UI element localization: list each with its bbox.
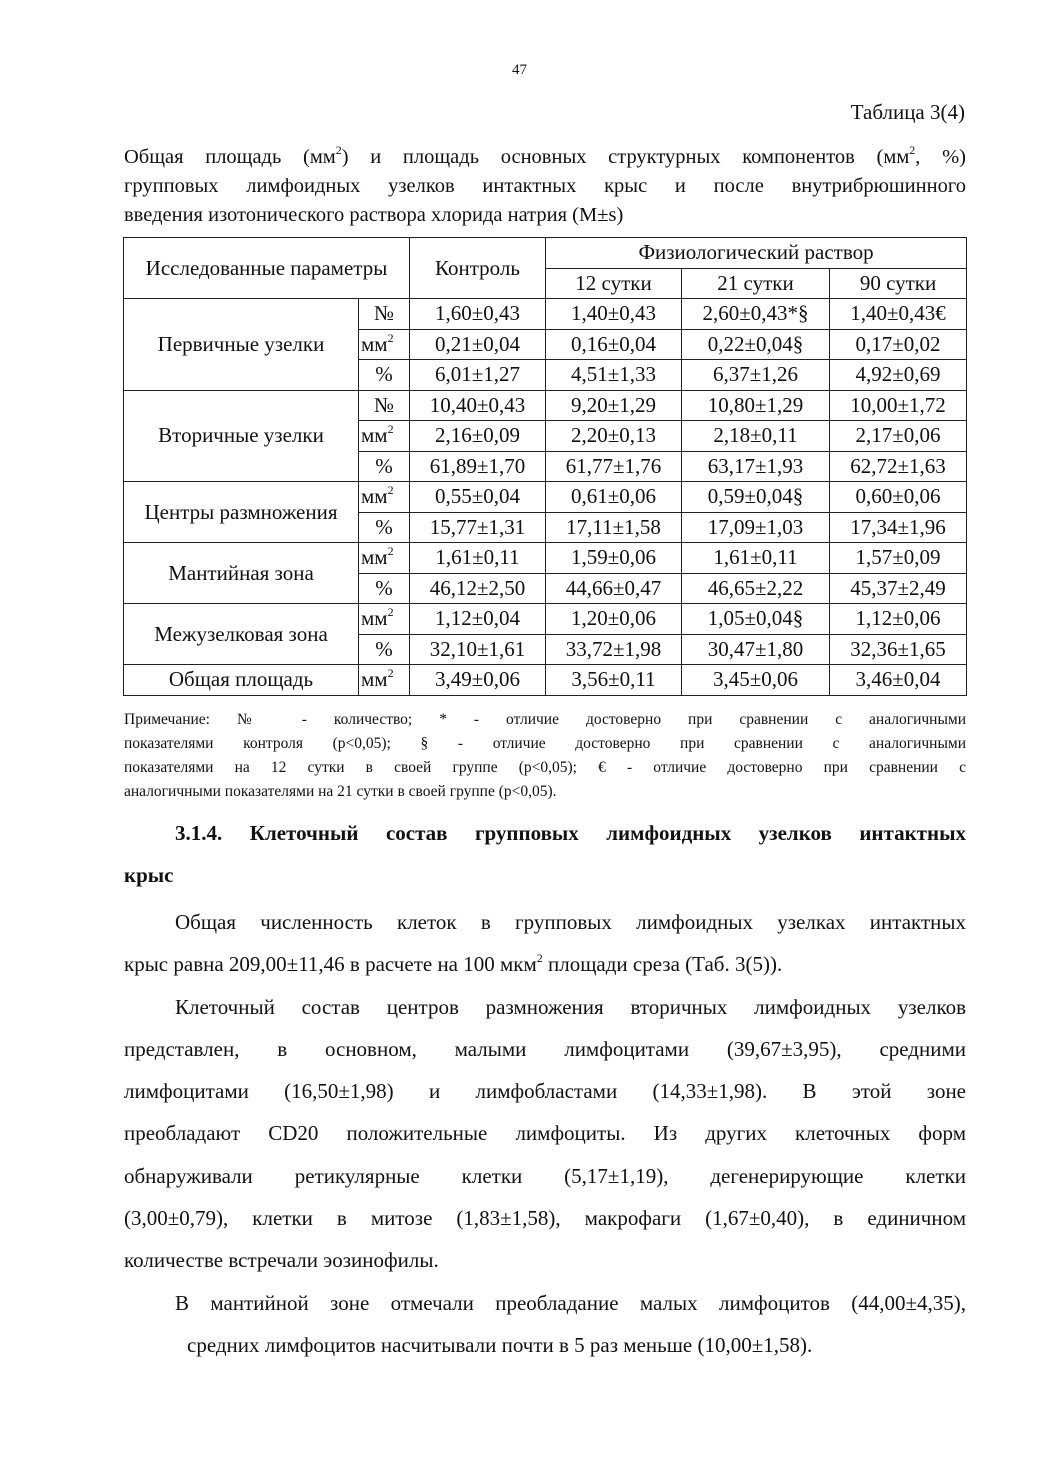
paragraph-line: представлен, в основном, малыми лимфоцитами (39,67±3,95), средними <box>124 1036 966 1061</box>
value-cell: 0,61±0,06 <box>546 482 682 513</box>
unit-cell: $мм^2$ <box>359 604 410 635</box>
header-day-12: 12 сутки <box>546 268 682 299</box>
value-cell: 9,20±1,29 <box>546 390 682 421</box>
unit-cell: № <box>359 390 410 421</box>
row-group-label: Общая площадь <box>124 665 359 696</box>
value-cell: 61,77±1,76 <box>546 451 682 482</box>
caption-line-1: Общая площадь $(мм^2)$ и площадь основных структурных компонентов ($мм^2$, %) <box>124 143 966 168</box>
paragraph-line: лимфоцитами (16,50±1,98) и лимфобластами (14,33±1,98). В этой зоне <box>124 1079 966 1104</box>
header-control: Контроль <box>410 238 546 299</box>
unit-cell: % <box>359 573 410 604</box>
paragraph-line: крыс равна 209,00±11,46 в расчете на 100 мкм$^2$ площади среза (Таб. 3(5)). <box>124 951 783 977</box>
value-cell: 2,20±0,13 <box>546 421 682 452</box>
table-note <box>124 708 966 804</box>
value-cell: 2,60±0,43*§ <box>682 299 830 330</box>
value-cell: 6,01±1,27 <box>410 360 546 391</box>
unit-cell: % <box>359 634 410 665</box>
value-cell: 17,34±1,96 <box>830 512 967 543</box>
table-row <box>124 665 967 696</box>
table-row <box>124 299 967 330</box>
unit-cell: $мм^2$ <box>359 421 410 452</box>
page-number: 47 <box>512 62 527 78</box>
row-group-label: Первичные узелки <box>124 299 359 391</box>
value-cell: 2,18±0,11 <box>682 421 830 452</box>
value-cell: 1,12±0,04 <box>410 604 546 635</box>
value-cell: 32,10±1,61 <box>410 634 546 665</box>
value-cell: 3,56±0,11 <box>546 665 682 696</box>
value-cell: 62,72±1,63 <box>830 451 967 482</box>
row-group-label: Центры размножения <box>124 482 359 543</box>
value-cell: 2,16±0,09 <box>410 421 546 452</box>
section-heading-line-1: 3.1.4. Клеточный состав групповых лимфоидных узелков интактных <box>175 821 966 845</box>
value-cell: 4,92±0,69 <box>830 360 967 391</box>
paragraph-line: количестве встречали эозинофилы. <box>124 1248 439 1273</box>
value-cell: 30,47±1,80 <box>682 634 830 665</box>
value-cell: 1,61±0,11 <box>410 543 546 574</box>
value-cell: 0,60±0,06 <box>830 482 967 513</box>
value-cell: 1,40±0,43 <box>546 299 682 330</box>
value-cell: 44,66±0,47 <box>546 573 682 604</box>
unit-cell: % <box>359 512 410 543</box>
table-caption <box>124 143 966 230</box>
value-cell: 3,46±0,04 <box>830 665 967 696</box>
section-heading <box>124 812 966 896</box>
section-heading-line-2: крыс <box>124 863 174 887</box>
note-line: показателями на 12 сутки в своей группе (p<0,05); € - отличие достоверно при сравнении с <box>124 759 966 776</box>
value-cell: 1,05±0,04§ <box>682 604 830 635</box>
value-cell: 1,60±0,43 <box>410 299 546 330</box>
unit-cell: № <box>359 299 410 330</box>
data-table <box>123 237 967 696</box>
paragraph-line: (3,00±0,79), клетки в митозе (1,83±1,58), макрофаги (1,67±0,40), в единичном <box>124 1206 966 1231</box>
value-cell: 2,17±0,06 <box>830 421 967 452</box>
unit-cell: $мм^2$ <box>359 482 410 513</box>
value-cell: 0,59±0,04§ <box>682 482 830 513</box>
table-row <box>124 543 967 574</box>
unit-cell: $мм^2$ <box>359 329 410 360</box>
unit-cell: % <box>359 451 410 482</box>
value-cell: 17,09±1,03 <box>682 512 830 543</box>
value-cell: 1,40±0,43€ <box>830 299 967 330</box>
paragraph-line: обнаруживали ретикулярные клетки (5,17±1,19), дегенерирующие клетки <box>124 1163 966 1188</box>
header-day-21: 21 сутки <box>682 268 830 299</box>
value-cell: 46,12±2,50 <box>410 573 546 604</box>
paragraph-line: В мантийной зоне отмечали преобладание малых лимфоцитов (44,00±4,35), <box>175 1290 966 1315</box>
paragraph-line: Клеточный состав центров размножения вторичных лимфоидных узелков <box>175 994 966 1019</box>
table-row <box>124 482 967 513</box>
value-cell: 45,37±2,49 <box>830 573 967 604</box>
value-cell: 0,21±0,04 <box>410 329 546 360</box>
table-row <box>124 604 967 635</box>
header-group: Физиологический раствор <box>546 238 967 269</box>
row-group-label: Вторичные узелки <box>124 390 359 482</box>
paragraph-line: Общая численность клеток в групповых лимфоидных узелках интактных <box>175 910 966 934</box>
value-cell: 3,49±0,06 <box>410 665 546 696</box>
caption-line-3: введения изотонического раствора хлорида натрия (M±s) <box>124 204 624 226</box>
caption-line-2: групповых лимфоидных узелков интактных крыс и после внутрибрюшинного <box>124 175 966 197</box>
value-cell: 6,37±1,26 <box>682 360 830 391</box>
value-cell: 3,45±0,06 <box>682 665 830 696</box>
note-line: показателями контроля (p<0,05); § - отличие достоверно при сравнении с аналогичными <box>124 735 966 752</box>
value-cell: 1,59±0,06 <box>546 543 682 574</box>
paragraph-line: средних лимфоцитов насчитывали почти в 5 раз меньше (10,00±1,58). <box>187 1332 813 1357</box>
value-cell: 61,89±1,70 <box>410 451 546 482</box>
table-label: Таблица 3(4) <box>850 100 965 124</box>
value-cell: 1,20±0,06 <box>546 604 682 635</box>
value-cell: 15,77±1,31 <box>410 512 546 543</box>
unit-cell: % <box>359 360 410 391</box>
value-cell: 4,51±1,33 <box>546 360 682 391</box>
paragraph-line: преобладают CD20 положительные лимфоциты. Из других клеточных форм <box>124 1121 966 1146</box>
value-cell: 10,00±1,72 <box>830 390 967 421</box>
value-cell: 0,17±0,02 <box>830 329 967 360</box>
value-cell: 32,36±1,65 <box>830 634 967 665</box>
value-cell: 33,72±1,98 <box>546 634 682 665</box>
value-cell: 1,12±0,06 <box>830 604 967 635</box>
value-cell: 0,55±0,04 <box>410 482 546 513</box>
note-line: Примечание: № - количество; * - отличие достоверно при сравнении с аналогичными <box>124 711 966 728</box>
row-group-label: Мантийная зона <box>124 543 359 604</box>
value-cell: 46,65±2,22 <box>682 573 830 604</box>
value-cell: 63,17±1,93 <box>682 451 830 482</box>
value-cell: 0,22±0,04§ <box>682 329 830 360</box>
header-day-90: 90 сутки <box>830 268 967 299</box>
value-cell: 10,40±0,43 <box>410 390 546 421</box>
row-group-label: Межузелковая зона <box>124 604 359 665</box>
value-cell: 1,57±0,09 <box>830 543 967 574</box>
unit-cell: $мм^2$ <box>359 543 410 574</box>
table-header-row-1 <box>124 238 967 269</box>
value-cell: 0,16±0,04 <box>546 329 682 360</box>
value-cell: 1,61±0,11 <box>682 543 830 574</box>
header-params: Исследованные параметры <box>124 238 410 299</box>
table-row <box>124 390 967 421</box>
unit-cell: $мм^2$ <box>359 665 410 696</box>
note-line: аналогичными показателями на 21 сутки в своей группе (p<0,05). <box>124 783 557 800</box>
value-cell: 10,80±1,29 <box>682 390 830 421</box>
value-cell: 17,11±1,58 <box>546 512 682 543</box>
body-text <box>124 901 966 1366</box>
